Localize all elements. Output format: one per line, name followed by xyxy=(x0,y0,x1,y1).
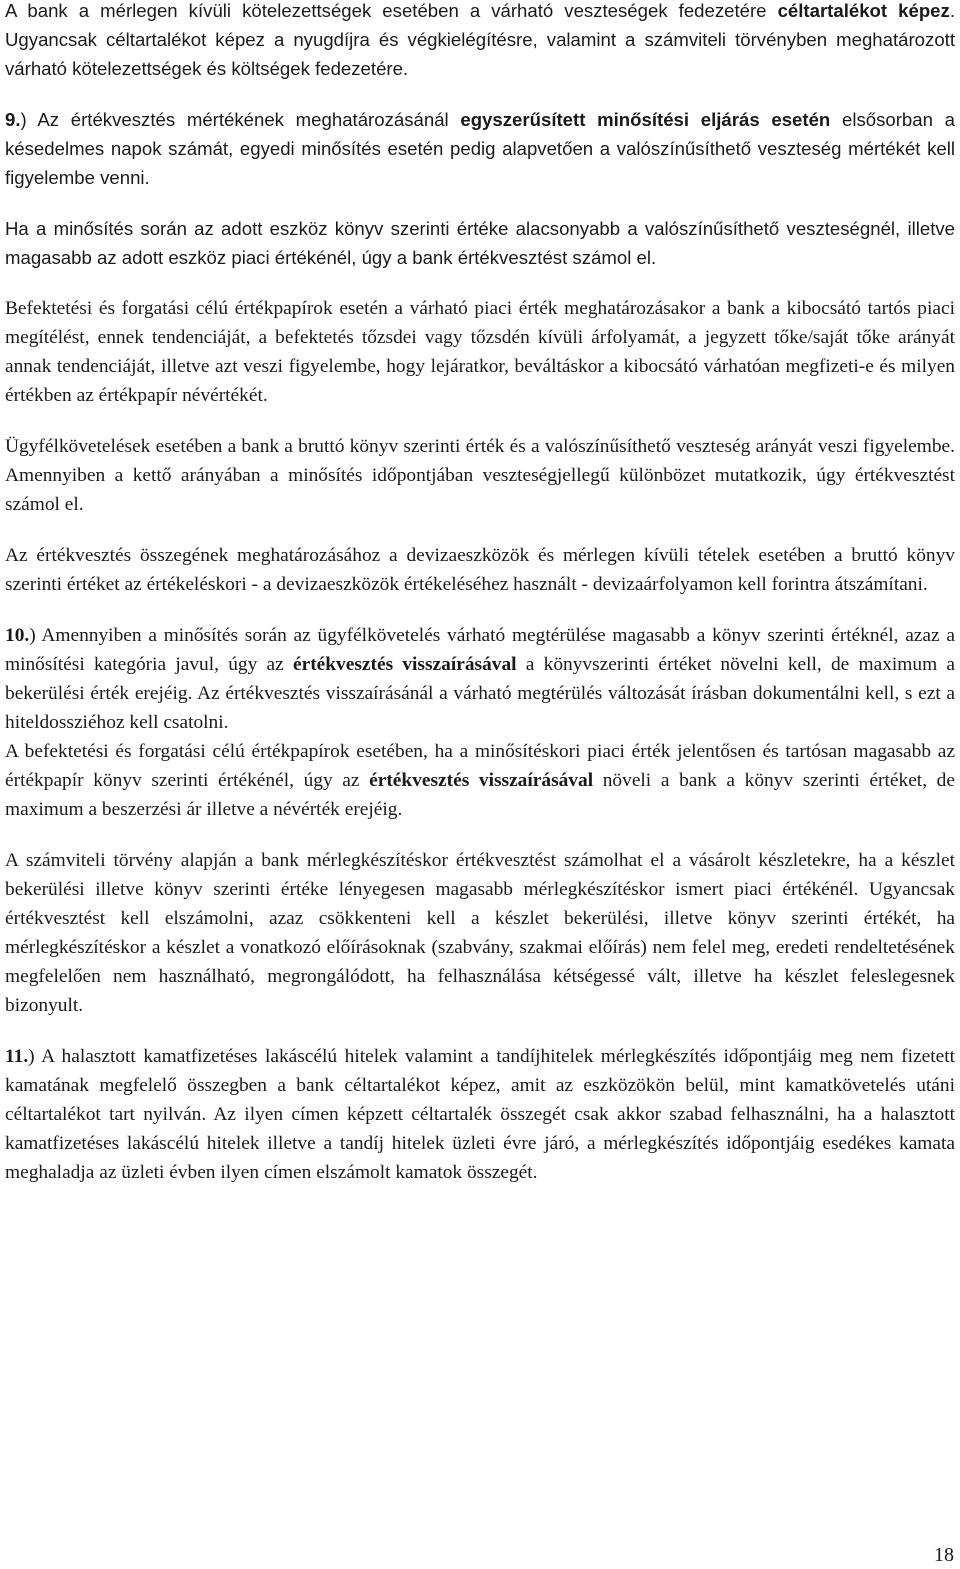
paragraph-gap xyxy=(5,519,955,541)
paragraph-11 xyxy=(5,1042,955,1187)
paragraph-9 xyxy=(5,105,955,192)
text-span: elsősorban a késedelmes napok számát, egyedi minősítés esetén pedig alapvetően a valószínűsíthető veszteség mértékét kell figyelembe venni. xyxy=(5,109,955,188)
paragraph-szamviteli-torveny xyxy=(5,846,955,1020)
text-span: . Ugyancsak céltartalékot képez a nyugdíjra és végkielégítésre, valamint a számviteli törvényben meghatározott várható kötelezettségek és költségek fedezetére. xyxy=(5,0,955,79)
bold-text-span: értékvesztés visszaírásával xyxy=(369,770,594,791)
paragraph-gap xyxy=(5,1020,955,1042)
paragraph-gap xyxy=(5,192,955,214)
paragraph-ertekvesztes-osszeg xyxy=(5,541,955,599)
text-span: Ügyfélkövetelések esetében a bank a bruttó könyv szerinti érték és a valószínűsíthető veszteség arányát veszi figyelembe. Amennyiben a kettő arányában a minősítés időpontjában veszteségjellegű különbözet mutatkozik, úgy értékvesztést számol el. xyxy=(5,436,955,515)
bold-text-span: értékvesztés visszaírásával xyxy=(292,654,517,675)
paragraph-intro xyxy=(5,0,955,83)
text-span: Az értékvesztés összegének meghatározásához a devizaeszközök és mérlegen kívüli tételek esetében a bruttó könyv szerinti értéket az értékeléskori - a devizaeszközök értékeléséhez használt - devizaárfolyamon kell forintra átszámítani. xyxy=(5,545,955,595)
paragraph-minosites xyxy=(5,214,955,272)
section-number: 10. xyxy=(5,625,30,646)
section-number: 9. xyxy=(5,109,21,130)
text-span: ) Amennyiben a minősítés során az ügyfélkövetelés várható megtérülése magasabb a könyv szerinti értéknél, azaz a minősítési kategória javul, úgy az xyxy=(5,625,955,675)
document-body xyxy=(5,0,955,1187)
text-span: növeli a bank a könyv szerinti értéket, de maximum a beszerzési ár illetve a névérték erejéig. xyxy=(5,770,955,820)
paragraph-ugyfelkovetelesek xyxy=(5,432,955,519)
text-span: Befektetési és forgatási célú értékpapírok esetén a várható piaci érték meghatározásakor a bank a kibocsátó tartós piaci megítélést, ennek tendenciáját, a befektetés tőzsdei vagy tőzsdén kívüli árfolyamát, a jegyzett tőke/saját tőke arányát annak tendenciáját, illetve azt veszi figyelembe, hogy lejáratkor, beváltáskor a kibocsátó várhatóan megfizeti-e és milyen értékben az értékpapír névértékét. xyxy=(5,298,955,406)
text-span: A bank a mérlegen kívüli kötelezettségek esetében a várható veszteségek fedezetére xyxy=(5,0,778,21)
bold-text-span: egyszerűsített minősítési eljárás esetén xyxy=(460,109,831,130)
paragraph-befektetesi xyxy=(5,294,955,410)
bold-text-span: céltartalékot képez xyxy=(777,0,950,21)
text-span: Ha a minősítés során az adott eszköz könyv szerinti értéke alacsonyabb a valószínűsíthető veszteségnél, illetve magasabb az adott eszköz piaci értékénél, úgy a bank értékvesztést számol el. xyxy=(5,218,955,268)
text-span: ) A halasztott kamatfizetéses lakáscélú hitelek valamint a tandíjhitelek mérlegkészítés időpontjáig meg nem fizetett kamatának megfelelő összegben a bank céltartalékot képez, amit az eszközökön belül, mint kamatkövetelés utáni céltartalékot tart nyilván. Az ilyen címen képzett céltartalék összegét csak akkor szabad felhasználni, ha a halasztott kamatfizetéses lakáscélú hitelek illetve a tandíj hitelek üzleti évre járó, a mérlegkészítés időpontjáig esedékes kamata meghaladja az üzleti évben ilyen címen elszámolt kamatok összegét. xyxy=(5,1046,955,1183)
text-span: A számviteli törvény alapján a bank mérlegkészítéskor értékvesztést számolhat el a vásárolt készletekre, ha a készlet bekerülési illetve könyv szerinti értéke lényegesen magasabb mérlegkészítéskor ismert piaci értékénél. Ugyancsak értékvesztést kell elszámolni, azaz csökkenteni kell a készlet bekerülési, illetve könyv szerinti értékét, ha mérlegkészítéskor a készlet a vonatkozó előírásoknak (szabvány, szakmai előírás) nem felel meg, eredeti rendeltetésének megfelelően nem használható, megrongálódott, ha felhasználása kétségessé vált, illetve ha készlet feleslegesnek bizonyult. xyxy=(5,850,955,1016)
section-number: 11. xyxy=(5,1046,29,1067)
paragraph-gap xyxy=(5,824,955,846)
paragraph-gap xyxy=(5,410,955,432)
text-span: ) Az értékvesztés mértékének meghatározásánál xyxy=(20,109,461,130)
text-span: A befektetési és forgatási célú értékpapírok esetében, ha a minősítéskori piaci érték jelentősen és tartósan magasabb az értékpapír könyv szerinti értékénél, úgy az xyxy=(5,741,955,791)
paragraph-10 xyxy=(5,621,955,737)
paragraph-befektetesi-visszairas xyxy=(5,737,955,824)
page-number: 18 xyxy=(934,1544,954,1566)
text-span: a könyvszerinti értéket növelni kell, de maximum a bekerülési érték erejéig. Az értékvesztés visszaírásánál a várható megtérülés változását írásban dokumentálni kell, s ezt a hiteldossziéhoz kell csatolni. xyxy=(5,654,956,733)
paragraph-gap xyxy=(5,272,955,294)
paragraph-gap xyxy=(5,599,955,621)
paragraph-gap xyxy=(5,83,955,105)
